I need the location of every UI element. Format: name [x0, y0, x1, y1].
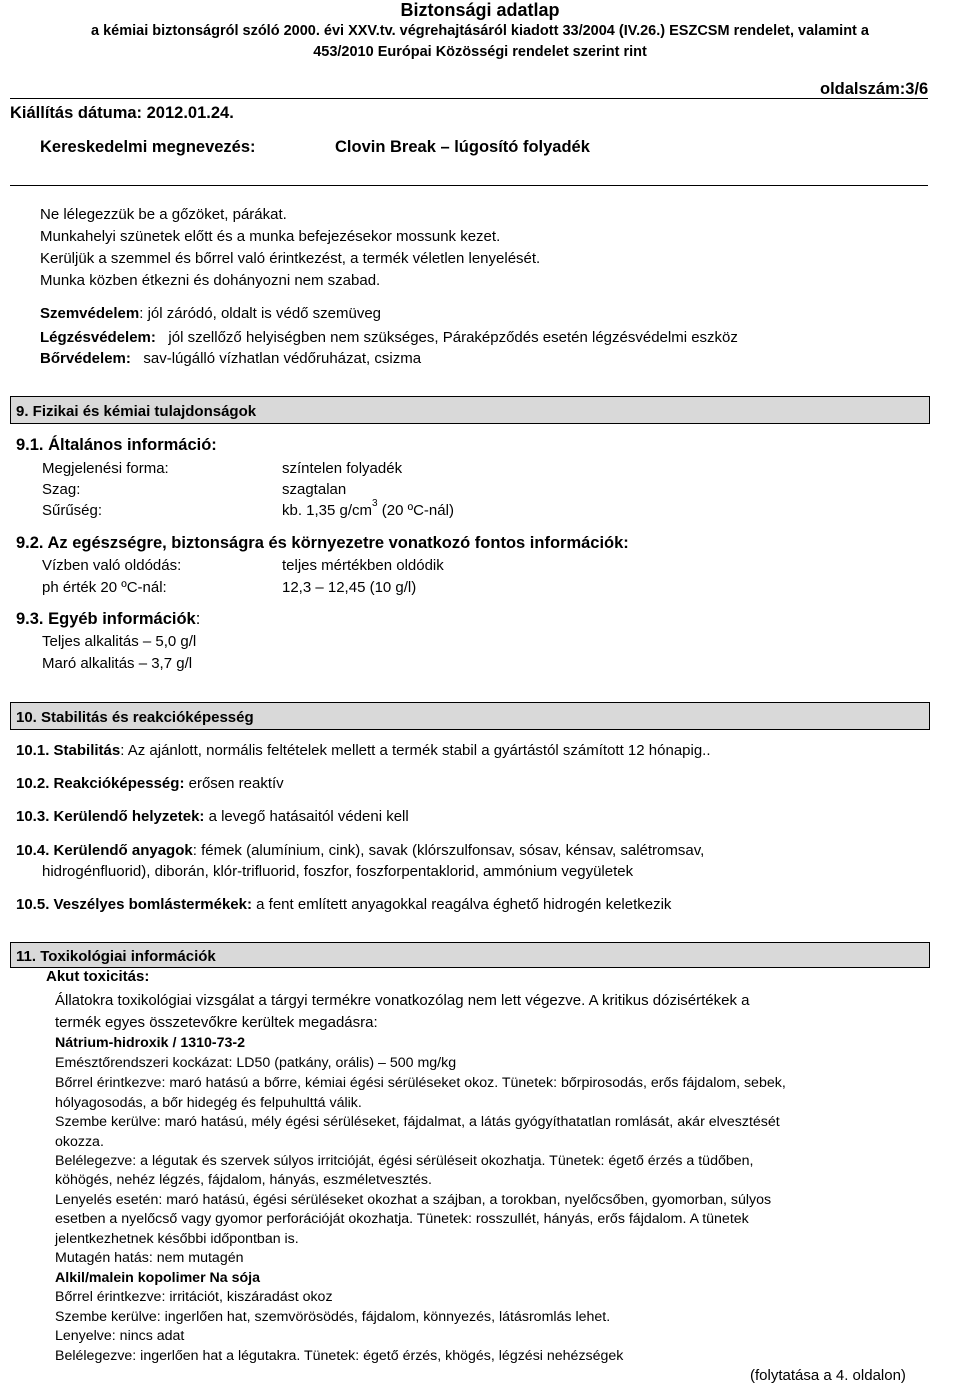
resp-protection-text: jól szellőző helyiségben nem szükséges, Páraképződés esetén légzésvédelmi eszköz: [168, 329, 738, 346]
tox-intro: Állatokra toxikológiai vizsgálat a tárgyi termékre vonatkozólag nem lett végezve. A kritikus dózisértékek a: [55, 992, 750, 1009]
prop-label: ph érték 20 ºC-nál:: [42, 579, 167, 596]
document-title: Biztonsági adatlap: [400, 0, 560, 20]
s10-item: [16, 842, 704, 859]
s10-item-num: 10.1. Stabilitás: [16, 742, 121, 759]
prop-value: [282, 498, 454, 519]
density-tail: (20 ºC-nál): [377, 502, 454, 519]
tox-line: esetben a nyelőcső vagy gyomor perforációját okozhatja. Tünetek: rosszullét, hányás, erős fájdalom. A tünetek: [55, 1211, 749, 1227]
s10-item-continuation: hidrogénfluorid), diborán, klór-trifluorid, foszfor, foszforpentaklorid, ammónium vegyületek: [42, 863, 634, 880]
prop-value: 12,3 – 12,45 (10 g/l): [282, 579, 417, 596]
prop-value: teljes mértékben oldódik: [282, 557, 444, 574]
s91-title: 9.1. Általános információ:: [16, 436, 217, 454]
tox-line: hólyagosodás, a bőr hidegég és felpuhulttá válik.: [55, 1095, 362, 1111]
s93-title-text: 9.3. Egyéb információk: [16, 610, 196, 628]
tox-line: köhögés, nehéz légzés, fájdalom, hányás, eszméletvesztés.: [55, 1172, 432, 1188]
tox-line: jelentkezhetnek későbbi időpontban is.: [55, 1231, 299, 1247]
s10-item-text: a fent említett anyagokkal reagálva éghető hidrogén keletkezik: [252, 896, 672, 913]
s10-item: [16, 742, 711, 759]
continued-note: (folytatása a 4. oldalon): [750, 1367, 906, 1384]
s10-item-num: 10.2. Reakcióképesség:: [16, 775, 185, 792]
density-value: kb. 1,35 g/cm: [282, 502, 373, 519]
s10-item-text: : fémek (alumínium, cink), savak (klórszulfonsav, sósav, kénsav, salétromsav,: [192, 842, 705, 859]
skin-protection: [40, 350, 421, 367]
tox-line: Lenyelés esetén: maró hatású, égési sérüléseket okozhat a szájban, a torokban, nyelőcsőben, gyomorban, súlyos: [55, 1192, 772, 1208]
handling-line: Kerüljük a szemmel és bőrrel való érintkezést, a termék véletlen lenyelését.: [40, 250, 541, 267]
tox-line: okozza.: [55, 1134, 104, 1150]
tox-line: Emésztőrendszeri kockázat: LD50 (patkány, orális) – 500 mg/kg: [55, 1055, 457, 1071]
resp-protection-label: Légzésvédelem:: [40, 329, 156, 346]
other-info: Maró alkalitás – 3,7 g/l: [42, 655, 193, 672]
s10-item-text: a levegő hatásaitól védeni kell: [204, 808, 409, 825]
s10-item-num: 10.4. Kerülendő anyagok: [16, 842, 193, 859]
acute-toxicity-label: Akut toxicitás:: [46, 968, 150, 985]
s92-title: 9.2. Az egészségre, biztonságra és környezetre vonatkozó fontos információk:: [16, 534, 629, 552]
skin-protection-text: sav-lúgálló vízhatlan védőruházat, csizma: [143, 350, 422, 367]
header-divider: [10, 98, 928, 99]
regulation-line-2: 453/2010 Európai Közösségi rendelet szerint rint: [313, 44, 647, 60]
substance-1-name: Nátrium-hidroxik / 1310-73-2: [55, 1035, 246, 1051]
density-superscript: 3: [372, 498, 378, 509]
s10-item-num: 10.3. Kerülendő helyzetek:: [16, 808, 205, 825]
s10-item-text: erősen reaktív: [184, 775, 284, 792]
substance-2-name: Alkil/malein kopolimer Na sója: [55, 1270, 260, 1286]
tox-line: Belélegezve: ingerlően hat a légutakra. Tünetek: égető érzés, khögés, légzési nehézségek: [55, 1348, 624, 1364]
regulation-line-1: a kémiai biztonságról szóló 2000. évi XXV.tv. végrehajtásáról kiadott 33/2004 (IV.26.) ESZCSM rendelet, valamint a: [91, 23, 869, 39]
resp-protection: [40, 329, 738, 346]
s10-item-text: : Az ajánlott, normális feltételek mellett a termék stabil a gyártástól számított 12 hónapig..: [120, 742, 711, 759]
skin-protection-label: Bőrvédelem:: [40, 350, 131, 367]
tox-line: Belélegezve: a légutak és szervek súlyos irritcióját, égési sérüléseit okozhatja. Tünetek: égető érzés a tüdőben,: [55, 1153, 754, 1169]
s93-colon: :: [195, 610, 201, 628]
prop-label: Sűrűség:: [42, 502, 103, 519]
tox-line: Szembe kerülve: maró hatású, mély égési sérüléseket, fájdalmat, a látás gyógyíthatatlan romlását, akár elvesztését: [55, 1114, 780, 1130]
header-bottom-rule: [10, 185, 928, 186]
section-9-heading: 9. Fizikai és kémiai tulajdonságok: [16, 403, 257, 420]
trade-name: Clovin Break – lúgosító folyadék: [335, 138, 590, 156]
prop-label: Szag:: [42, 481, 81, 498]
prop-label: Megjelenési forma:: [42, 460, 169, 477]
s93-title: [16, 610, 200, 629]
s10-item: [16, 896, 671, 913]
tox-intro: termék egyes összetevőkre kerültek megadásra:: [55, 1014, 378, 1031]
page-number: oldalszám:3/6: [820, 80, 929, 98]
section-11-heading: 11. Toxikológiai információk: [16, 948, 216, 965]
prop-value: szagtalan: [282, 481, 347, 498]
tox-line: Mutagén hatás: nem mutagén: [55, 1250, 244, 1266]
eye-protection-label: Szemvédelem: [40, 305, 140, 322]
section-10-heading: 10. Stabilitás és reakcióképesség: [16, 709, 254, 726]
eye-protection-text: : jól záródó, oldalt is védő szemüveg: [139, 305, 382, 322]
trade-name-label: Kereskedelmi megnevezés:: [40, 138, 256, 156]
other-info: Teljes alkalitás – 5,0 g/l: [42, 633, 197, 650]
issue-date: Kiállítás dátuma: 2012.01.24.: [10, 104, 234, 122]
handling-line: Munka közben étkezni és dohányozni nem szabad.: [40, 272, 381, 289]
handling-line: Ne lélegezzük be a gőzöket, párákat.: [40, 206, 287, 223]
eye-protection: [40, 305, 381, 322]
prop-value: színtelen folyadék: [282, 460, 403, 477]
tox-line: Bőrrel érintkezve: irritációt, kiszáradást okoz: [55, 1289, 333, 1305]
prop-label: Vízben való oldódás:: [42, 557, 182, 574]
s10-item-num: 10.5. Veszélyes bomlástermékek:: [16, 896, 252, 913]
tox-line: Bőrrel érintkezve: maró hatású a bőrre, kémiai égési sérüléseket okoz. Tünetek: bőrpirosodás, erős fájdalom, sebek,: [55, 1075, 786, 1091]
tox-line: Lenyelve: nincs adat: [55, 1328, 185, 1344]
s10-item: [16, 775, 284, 792]
handling-line: Munkahelyi szünetek előtt és a munka befejezésekor mossunk kezet.: [40, 228, 501, 245]
tox-line: Szembe kerülve: ingerlően hat, szemvörösödés, fájdalom, könnyezés, látásromlás lehet.: [55, 1309, 611, 1325]
s10-item: [16, 808, 409, 825]
